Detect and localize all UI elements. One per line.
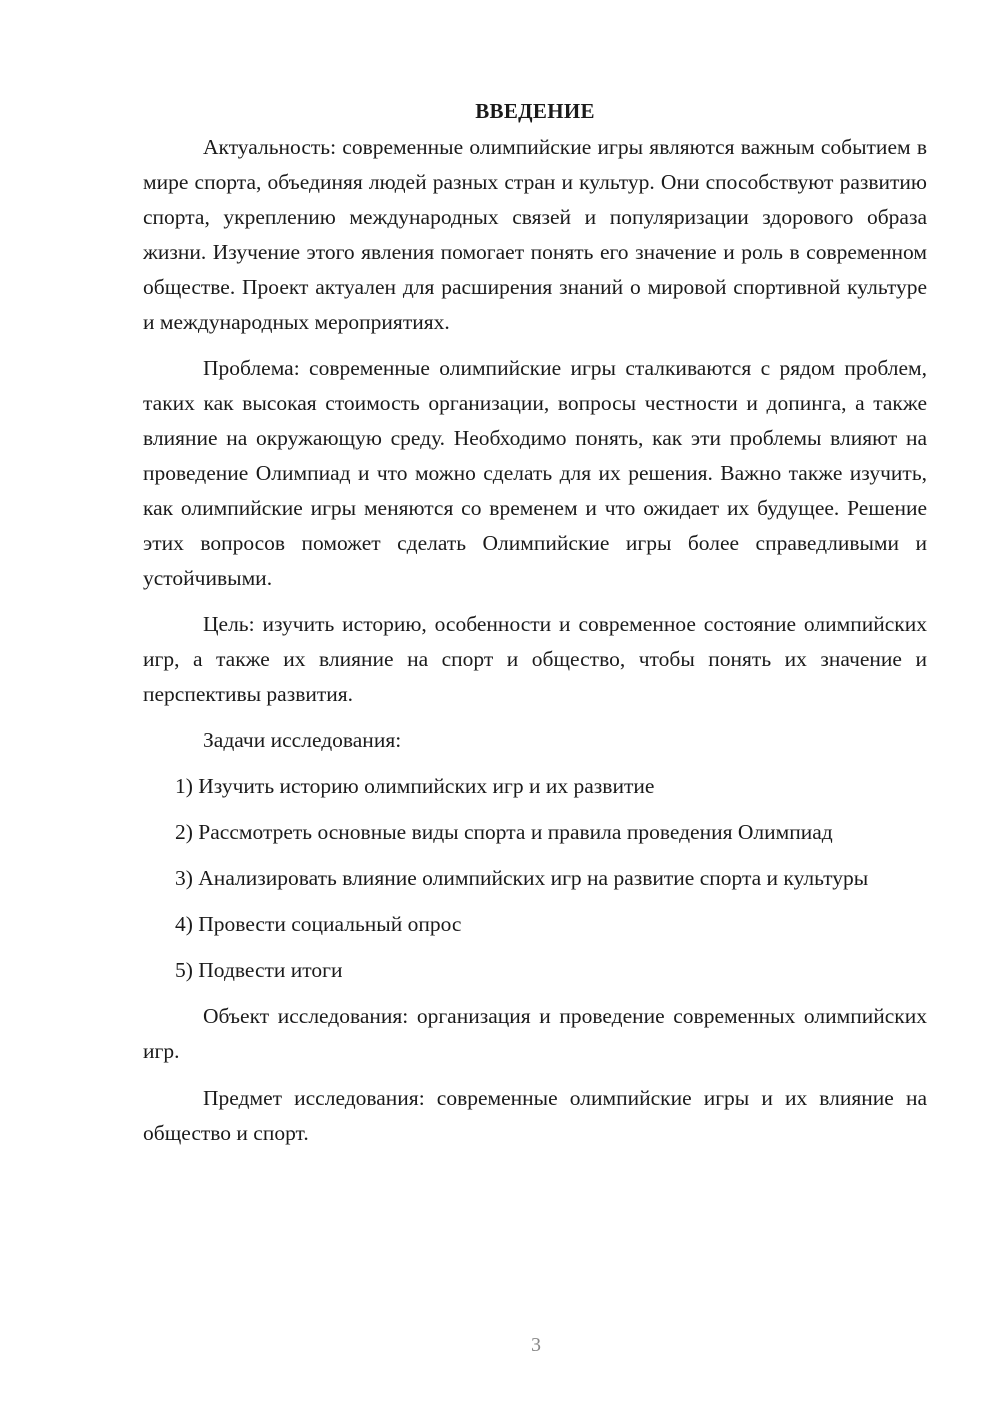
list-item: 1) Изучить историю олимпийских игр и их развитие [175,774,655,798]
paragraph-object: Объект исследования: организация и проведение современных олимпийских игр. [143,1004,927,1063]
list-item: 5) Подвести итоги [175,958,343,982]
paragraph-relevance: Актуальность: современные олимпийские игры являются важным событием в мире спорта, объединяя людей разных стран и культур. Они способствуют развитию спорта, укреплению международных связей и популяризации здорового образа жизни. Изучение этого явления помогает понять его значение и роль в современном обществе. Проект актуален для расширения знаний о мировой спортивной культуре и международных мероприятиях. [143,135,927,334]
list-item: 3) Анализировать влияние олимпийских игр на развитие спорта и культуры [175,866,869,890]
document-page [143,96,927,1151]
paragraph-goal: Цель: изучить историю, особенности и современное состояние олимпийских игр, а также их влияние на спорт и общество, чтобы понять их значение и перспективы развития. [143,612,927,706]
page-number: 3 [531,1334,541,1356]
paragraph-problem: Проблема: современные олимпийские игры сталкиваются с рядом проблем, таких как высокая стоимость организации, вопросы честности и допинга, а также влияние на окружающую среду. Необходимо понять, как эти проблемы влияют на проведение Олимпиад и что можно сделать для их решения. Важно также изучить, как олимпийские игры меняются со временем и что ожидает их будущее. Решение этих вопросов поможет сделать Олимпийские игры более справедливыми и устойчивыми. [143,356,927,590]
page-title: ВВЕДЕНИЕ [475,99,595,123]
list-item: 4) Провести социальный опрос [175,912,462,936]
tasks-heading: Задачи исследования: [203,728,402,752]
list-item: 2) Рассмотреть основные виды спорта и правила проведения Олимпиад [175,820,833,844]
paragraph-subject: Предмет исследования: современные олимпийские игры и их влияние на общество и спорт. [143,1086,927,1145]
